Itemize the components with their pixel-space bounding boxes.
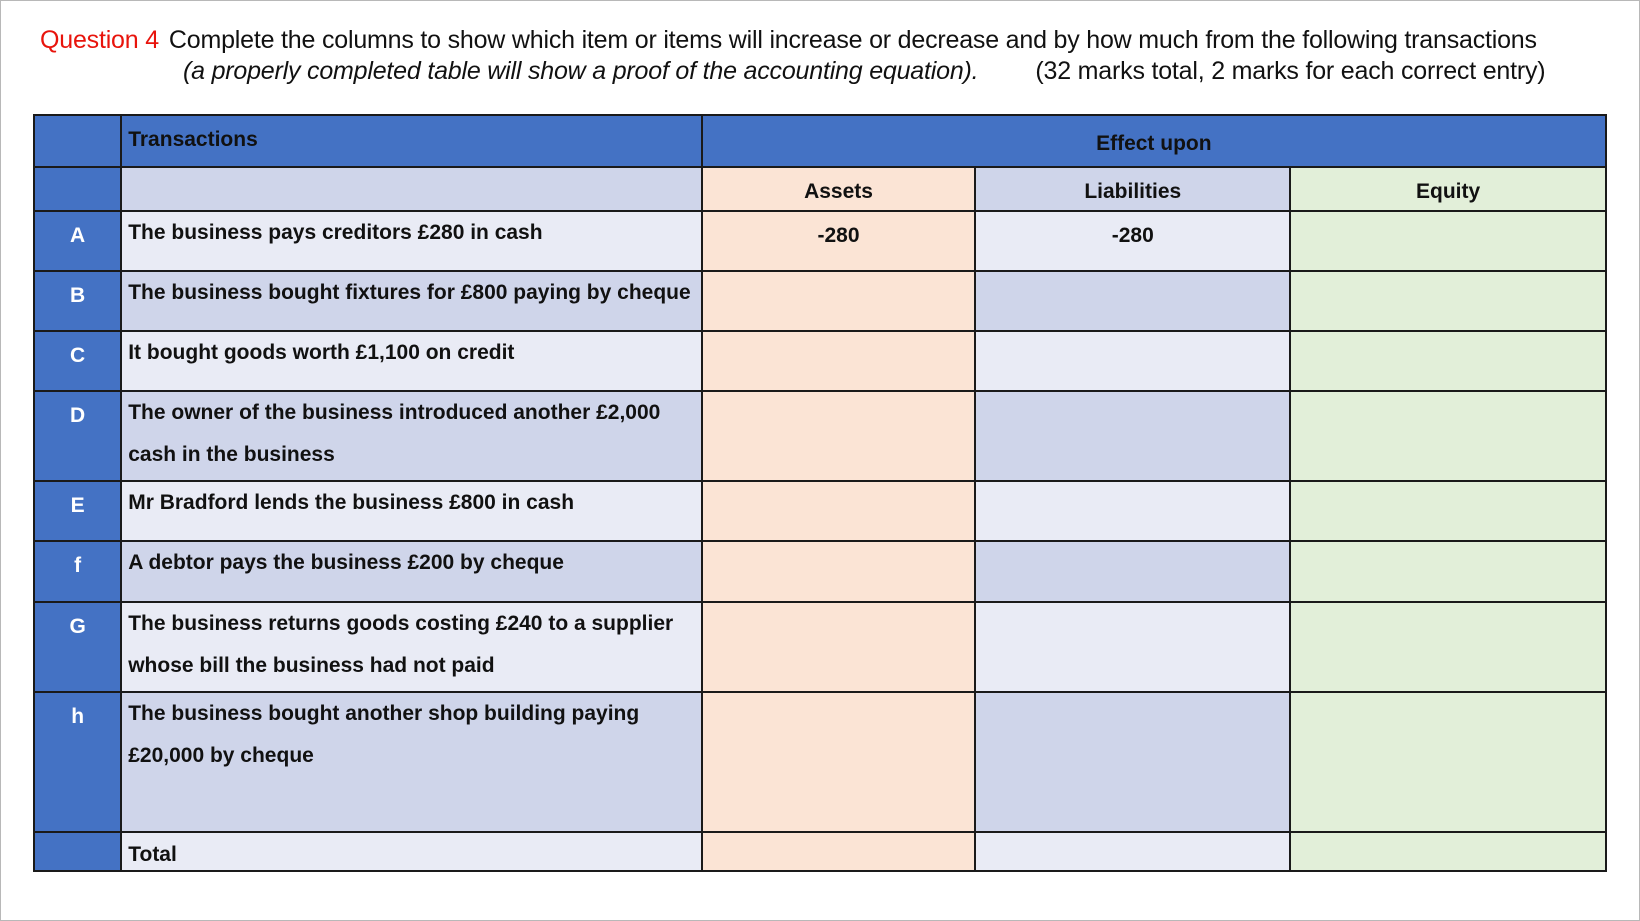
- header-row: [34, 115, 1606, 167]
- row-description: Mr Bradford lends the business £800 in cash: [121, 481, 701, 541]
- row-letter: h: [34, 692, 121, 832]
- table-row: [34, 391, 1606, 481]
- equity-entry[interactable]: [1290, 391, 1606, 481]
- row-description: The business bought fixtures for £800 paying by cheque: [121, 271, 701, 331]
- equity-entry[interactable]: [1290, 602, 1606, 692]
- row-letter: f: [34, 541, 121, 602]
- effect-upon-header: Effect upon: [702, 115, 1606, 167]
- total-letter-cell: [34, 832, 121, 871]
- assets-entry[interactable]: [702, 481, 976, 541]
- equity-header: Equity: [1290, 167, 1606, 211]
- table-row: [34, 211, 1606, 271]
- row-letter: A: [34, 211, 121, 271]
- equity-total[interactable]: [1290, 832, 1606, 871]
- row-description: The business returns goods costing £240 to a supplier whose bill the business had not paid: [121, 602, 701, 692]
- row-description: The business bought another shop building paying £20,000 by cheque: [121, 692, 701, 832]
- subheader-letter-cell: [34, 167, 121, 211]
- liabilities-entry[interactable]: [975, 541, 1290, 602]
- table-row: [34, 271, 1606, 331]
- question-line-1: [40, 26, 1537, 55]
- transactions-table: [33, 114, 1607, 872]
- table-row: [34, 692, 1606, 832]
- assets-entry[interactable]: [702, 391, 976, 481]
- assets-entry[interactable]: [702, 541, 976, 602]
- question-note: (a properly completed table will show a proof of the accounting equation).: [183, 57, 979, 85]
- subheader-row: [34, 167, 1606, 211]
- equity-entry[interactable]: [1290, 541, 1606, 602]
- equity-entry[interactable]: [1290, 271, 1606, 331]
- row-letter: E: [34, 481, 121, 541]
- subheader-desc-cell: [121, 167, 701, 211]
- table-row: [34, 602, 1606, 692]
- liabilities-header: Liabilities: [975, 167, 1290, 211]
- assets-header: Assets: [702, 167, 976, 211]
- table-row: [34, 541, 1606, 602]
- assets-entry[interactable]: [702, 331, 976, 391]
- header-letter-cell: [34, 115, 121, 167]
- liabilities-entry[interactable]: [975, 602, 1290, 692]
- equity-entry[interactable]: [1290, 211, 1606, 271]
- liabilities-total[interactable]: [975, 832, 1290, 871]
- assets-entry[interactable]: [702, 692, 976, 832]
- question-marks: (32 marks total, 2 marks for each correct entry): [1035, 57, 1546, 85]
- row-description: The business pays creditors £280 in cash: [121, 211, 701, 271]
- liabilities-entry[interactable]: -280: [975, 211, 1290, 271]
- liabilities-entry[interactable]: [975, 692, 1290, 832]
- total-row: [34, 832, 1606, 871]
- liabilities-entry[interactable]: [975, 271, 1290, 331]
- total-label: Total: [121, 832, 701, 871]
- transactions-header: Transactions: [121, 115, 701, 167]
- row-description: A debtor pays the business £200 by cheque: [121, 541, 701, 602]
- row-letter: B: [34, 271, 121, 331]
- assets-entry[interactable]: -280: [702, 211, 976, 271]
- row-description: It bought goods worth £1,100 on credit: [121, 331, 701, 391]
- equity-entry[interactable]: [1290, 481, 1606, 541]
- table-row: [34, 331, 1606, 391]
- row-letter: G: [34, 602, 121, 692]
- liabilities-entry[interactable]: [975, 331, 1290, 391]
- row-description: The owner of the business introduced another £2,000 cash in the business: [121, 391, 701, 481]
- liabilities-entry[interactable]: [975, 481, 1290, 541]
- assets-entry[interactable]: [702, 271, 976, 331]
- liabilities-entry[interactable]: [975, 391, 1290, 481]
- question-label: Question 4: [40, 26, 159, 54]
- row-letter: C: [34, 331, 121, 391]
- equity-entry[interactable]: [1290, 331, 1606, 391]
- row-letter: D: [34, 391, 121, 481]
- question-instruction: Complete the columns to show which item or items will increase or decrease and by how much from the following transactions: [168, 26, 1537, 54]
- table-row: [34, 481, 1606, 541]
- equity-entry[interactable]: [1290, 692, 1606, 832]
- assets-total[interactable]: [702, 832, 976, 871]
- question-line-2: [183, 57, 1545, 86]
- assets-entry[interactable]: [702, 602, 976, 692]
